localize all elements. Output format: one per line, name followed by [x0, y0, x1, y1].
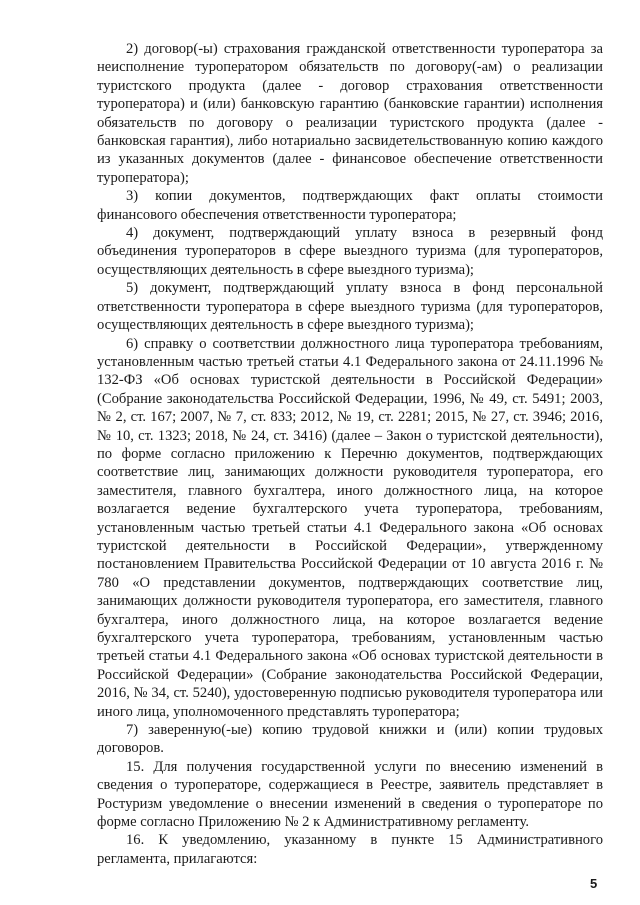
- page-number: 5: [590, 876, 598, 891]
- paragraph-item-6: 6) справку о соответствии должностного лица туроператора требованиям, установленным частью третьей статьи 4.1 Федерального закона от 24.11.1996 № 132-ФЗ «Об основах туристской деятельности в Российской Федерации» (Собрание законодательства Российской Федерации, 1996, № 49, ст. 5491; 2003, № 2, ст. 167; 2007, № 7, ст. 833; 2012, № 19, ст. 2281; 2015, № 27, ст. 3946; 2016, № 10, ст. 1323; 2018, № 24, ст. 3416) (далее – Закон о туристской деятельности), по форме согласно приложению к Перечню документов, подтверждающих соответствие лиц, занимающих должности руководителя туроператора, его заместителя, главного бухгалтера, иного должностного лица, на которое возлагается ведение бухгалтерского учета туроператора, требованиям, установленным частью третьей статьи 4.1 Федерального закона «Об основах туристской деятельности в Российской Федерации», утвержденному постановлением Правительства Российской Федерации от 10 августа 2016 г. № 780 «О представлении документов, подтверждающих соответствие лиц, занимающих должности руководителя туроператора, его заместителя, главного бухгалтера, иного должностного лица, на которое возлагается ведение бухгалтерского учета туроператора, требованиям, установленным частью третьей статьи 4.1 Федерального закона «Об основах туристской деятельности в Российской Федерации» (Собрание законодательства Российской Федерации, 2016, № 34, ст. 5240), удостоверенную подписью руководителя туроператора или иного лица, уполномоченного представлять туроператора;: [97, 335, 603, 720]
- paragraph-item-4: 4) документ, подтверждающий уплату взноса в резервный фонд объединения туроператоров в сфере выездного туризма (для туроператоров, осуществляющих деятельность в сфере выездного туризма);: [97, 225, 603, 278]
- paragraph-clause-15: 15. Для получения государственной услуги по внесению изменений в сведения о туроператоре, содержащиеся в Реестре, заявитель представляет в Ростуризм уведомление о внесении изменений в сведения о туроператоре по форме согласно Приложению № 2 к Административному регламенту.: [97, 758, 603, 831]
- document-body: [97, 40, 603, 868]
- paragraph-item-5: 5) документ, подтверждающий уплату взноса в фонд персональной ответственности туроператора в сфере выездного туризма (для туроператоров, осуществляющих деятельность в сфере выездного туризма);: [97, 280, 603, 334]
- paragraph-item-2: 2) договор(-ы) страхования гражданской ответственности туроператора за неисполнение туроператором обязательств по договору(-ам) о реализации туристского продукта (далее - договор страхования ответственности туроператора) и (или) банковскую гарантию (банковские гарантии) исполнения обязательств по договору о реализации туристского продукта (далее - банковская гарантия), либо нотариально засвидетельствованную копию каждого из указанных документов (далее - финансовое обеспечение ответственности туроператора);: [97, 41, 603, 186]
- paragraph-clause-16: 16. К уведомлению, указанному в пункте 15 Административного регламента, прилагаются:: [97, 832, 603, 867]
- paragraph-item-3: 3) копии документов, подтверждающих факт оплаты стоимости финансового обеспечения ответственности туроператора;: [97, 188, 603, 223]
- paragraph-item-7: 7) заверенную(-ые) копию трудовой книжки и (или) копии трудовых договоров.: [97, 722, 603, 757]
